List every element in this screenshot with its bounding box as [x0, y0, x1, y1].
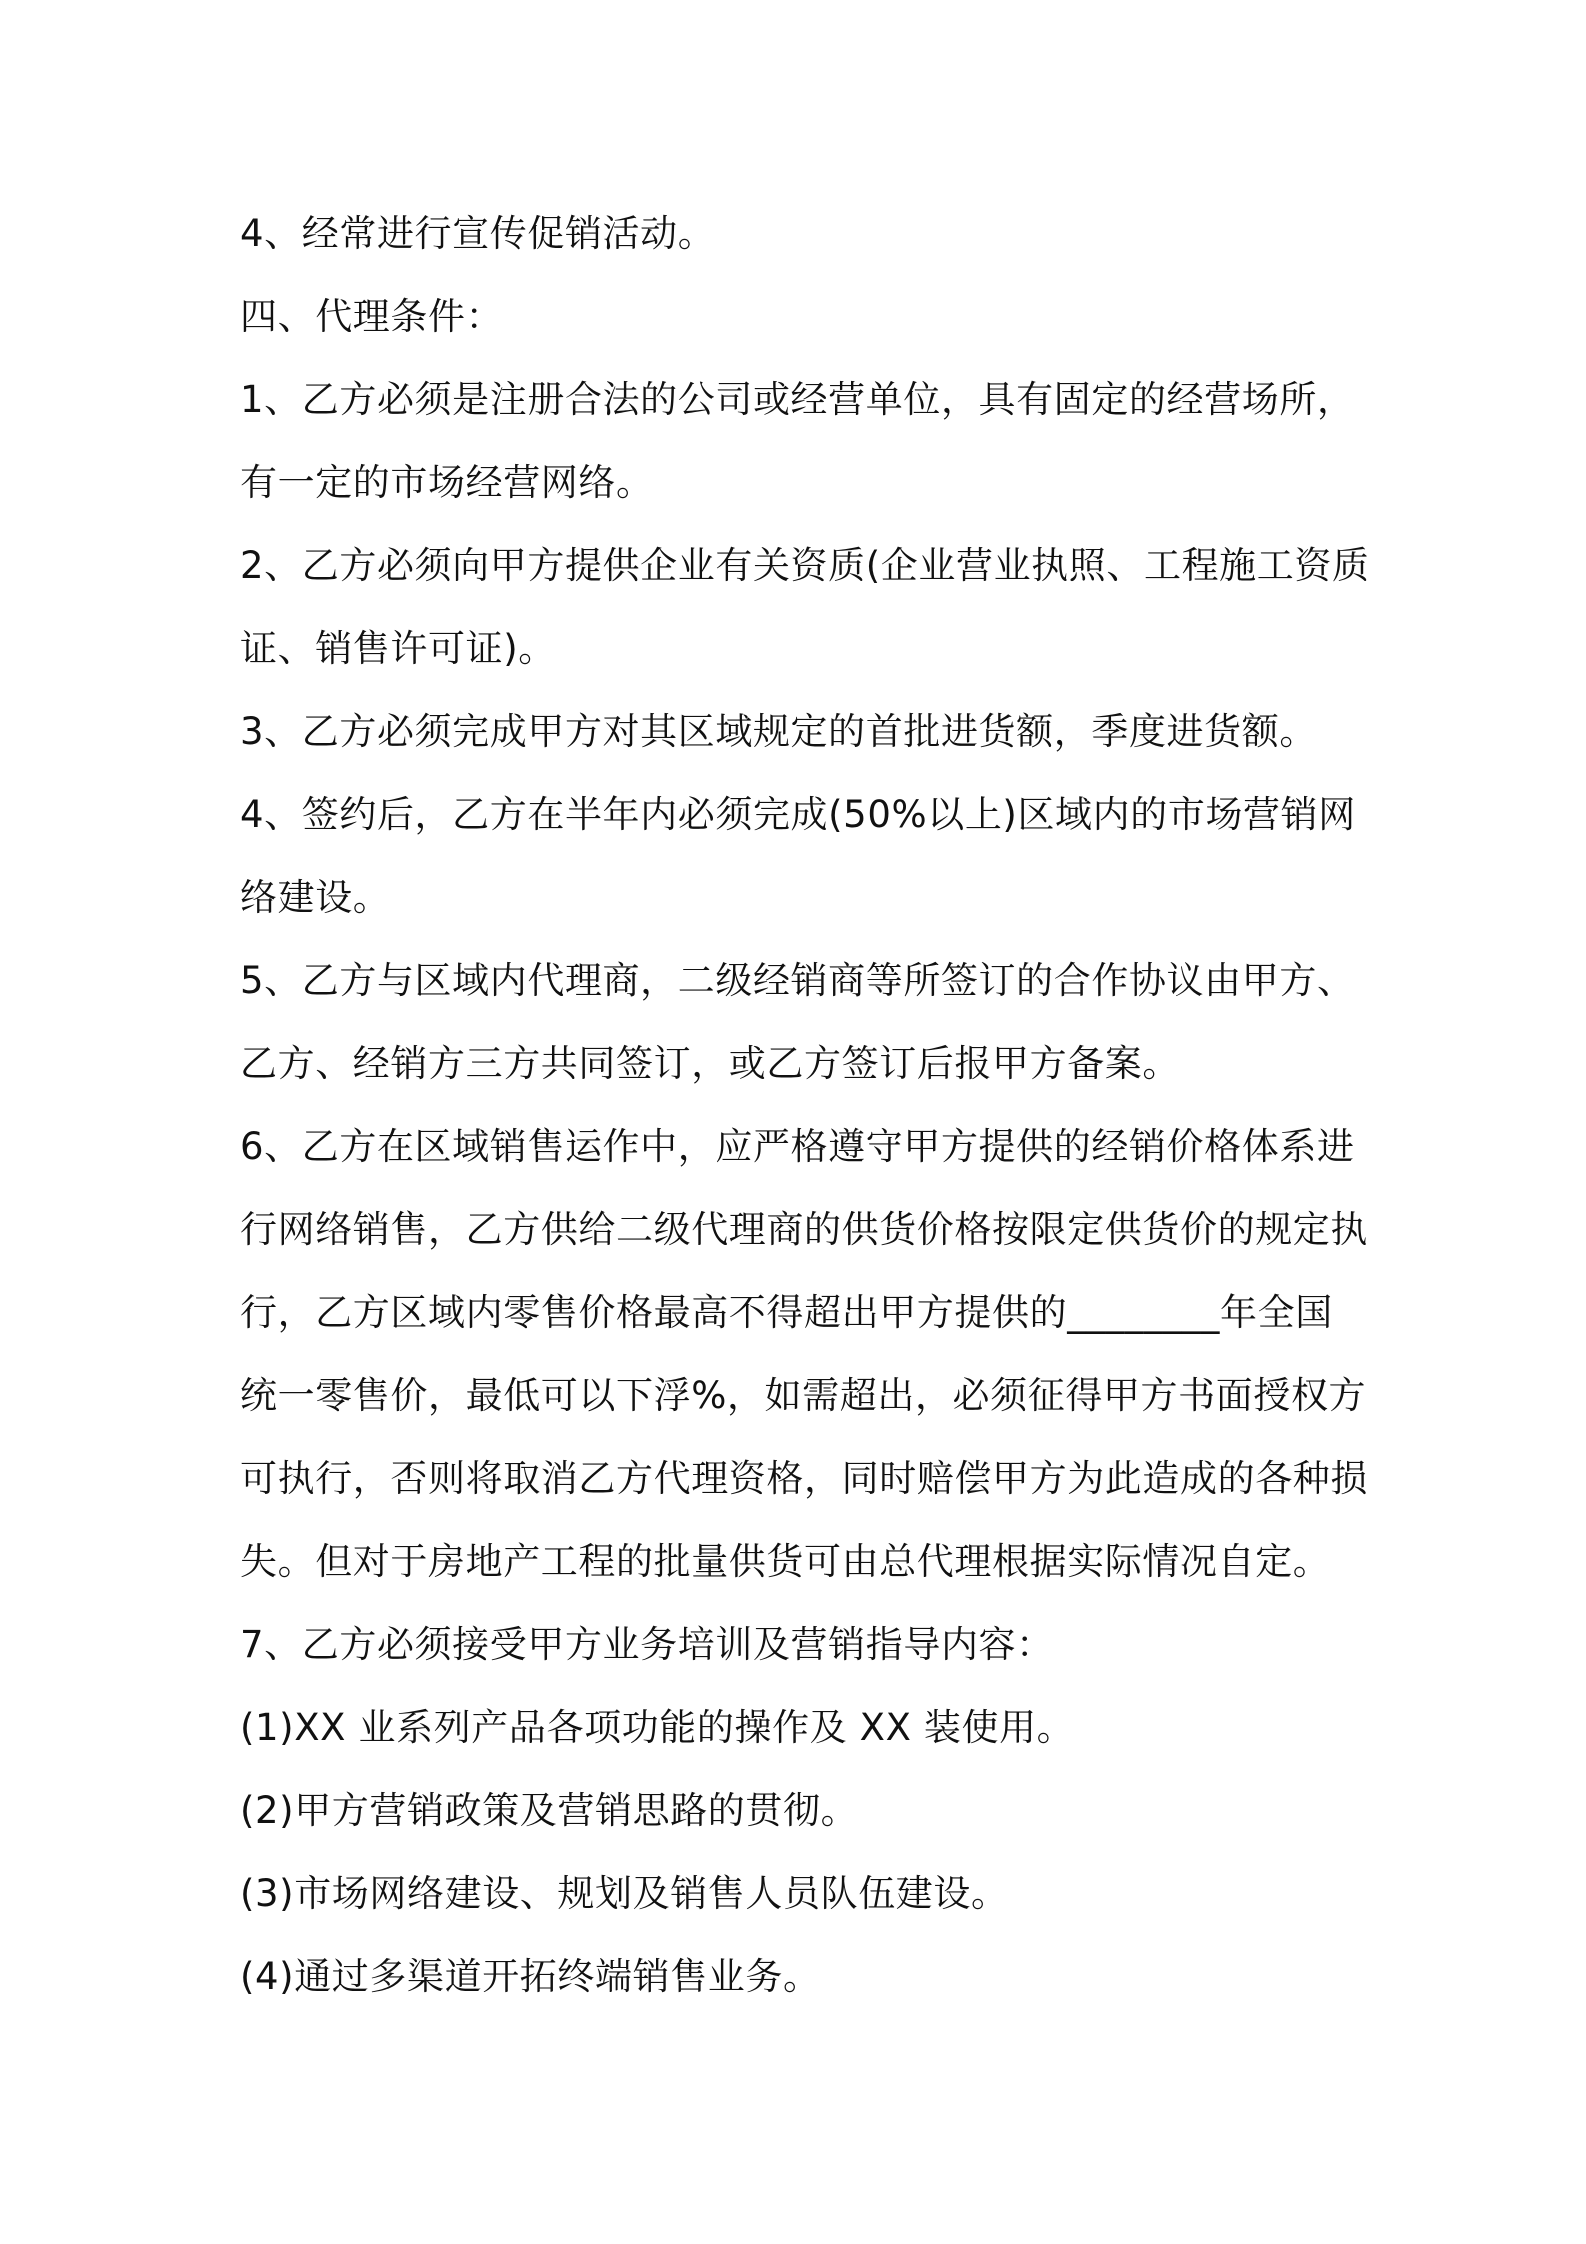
paragraph-condition-5: 5、乙方与区域内代理商，二级经销商等所签订的合作协议由甲方、乙方、经销方三方共同签订，或乙方签订后报甲方备案。 — [240, 959, 1355, 1085]
list-item-training-3: (3)市场网络建设、规划及销售人员队伍建设。 — [240, 1872, 1009, 1915]
paragraph-condition-6: 6、乙方在区域销售运作中，应严格遵守甲方提供的经销价格体系进行网络销售，乙方供给二级代理商的供货价格按限定供货价的规定执行，乙方区域内零售价格最高不得超出甲方提供的________年全国统一零售价，最低可以下浮%，如需超出，必须征得甲方书面授权方可执行，否则将取消乙方代理资格，同时赔偿甲方为此造成的各种损失。但对于房地产工程的批量供货可由总代理根据实际情况自定。 — [240, 1125, 1368, 1583]
section-heading-agency-conditions: 四、代理条件： — [240, 295, 504, 338]
paragraph-condition-4: 4、签约后，乙方在半年内必须完成(50%以上)区域内的市场营销网络建设。 — [240, 793, 1356, 919]
list-item-training-1: (1)XX 业系列产品各项功能的操作及 XX 装使用。 — [240, 1706, 1075, 1749]
paragraph-condition-2: 2、乙方必须向甲方提供企业有关资质(企业营业执照、工程施工资质证、销售许可证)。 — [240, 544, 1370, 670]
document-body — [240, 192, 1370, 2018]
list-item-training-2: (2)甲方营销政策及营销思路的贯彻。 — [240, 1789, 859, 1832]
paragraph-condition-1: 1、乙方必须是注册合法的公司或经营单位，具有固定的经营场所，有一定的市场经营网络。 — [240, 378, 1355, 504]
paragraph-item-4-promotion: 4、经常进行宣传促销活动。 — [240, 212, 716, 255]
list-item-training-4: (4)通过多渠道开拓终端销售业务。 — [240, 1955, 821, 1998]
paragraph-condition-7: 7、乙方必须接受甲方业务培训及营销指导内容： — [240, 1623, 1054, 1666]
paragraph-condition-3: 3、乙方必须完成甲方对其区域规定的首批进货额，季度进货额。 — [240, 710, 1317, 753]
